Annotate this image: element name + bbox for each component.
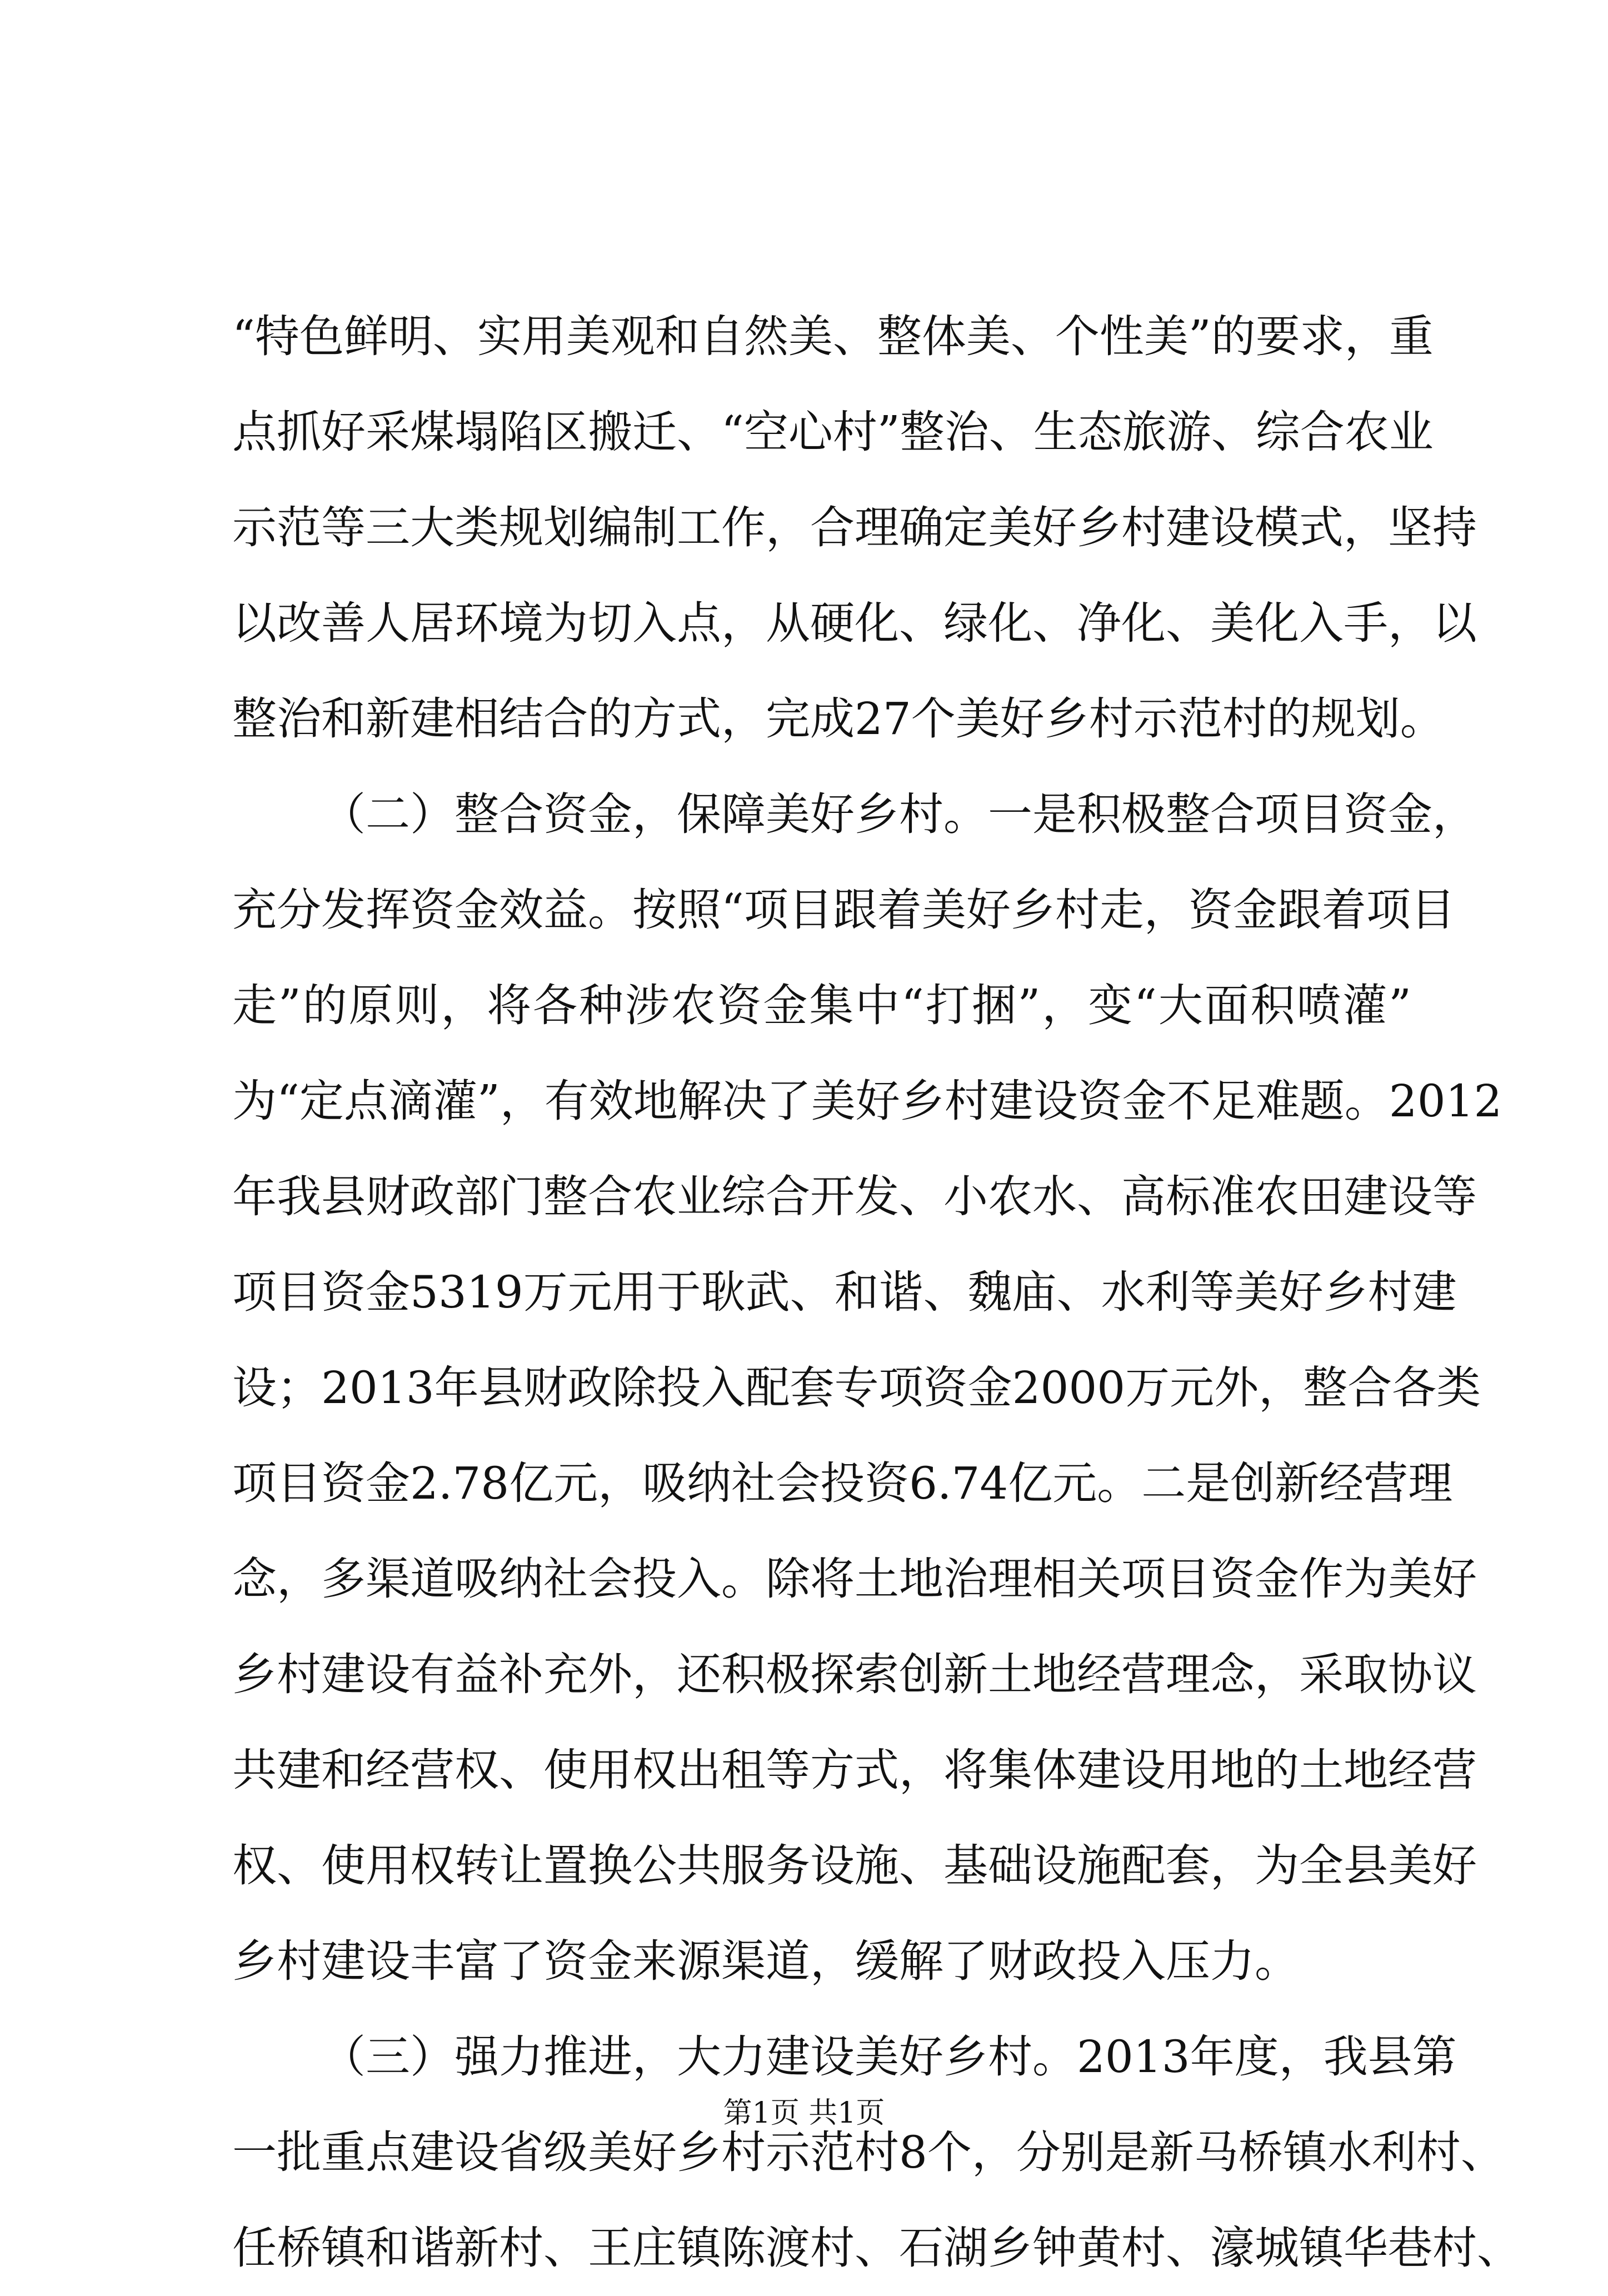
page-number-label: 第1页 共1页 [723, 2097, 885, 2130]
text-line: 念，多渠道吸纳社会投入。除将土地治理相关项目资金作为美好 [232, 1553, 1477, 1605]
text-line: 乡村建设丰富了资金来源渠道，缓解了财政投入压力。 [232, 1935, 1299, 1987]
text-line: （二）整合资金，保障美好乡村。一是积极整合项目资金， [321, 788, 1477, 840]
text-line: “特色鲜明、实用美观和自然美、整体美、个性美”的要求，重 [232, 311, 1434, 362]
text-line: 项目资金5319万元用于耿武、和谐、魏庙、水利等美好乡村建 [232, 1266, 1457, 1318]
text-line: 充分发挥资金效益。按照“项目跟着美好乡村走，资金跟着项目 [232, 884, 1455, 936]
text-line: 整治和新建相结合的方式，完成27个美好乡村示范村的规划。 [232, 693, 1445, 745]
text-line: 为“定点滴灌”，有效地解决了美好乡村建设资金不足难题。2012 [232, 1075, 1502, 1127]
text-line: 项目资金2.78亿元，吸纳社会投资6.74亿元。二是创新经营理 [232, 1458, 1453, 1509]
document-body [232, 289, 1521, 2296]
text-line: 一批重点建设省级美好乡村示范村8个，分别是新马桥镇水利村、 [232, 2127, 1505, 2178]
text-line: 年我县财政部门整合农业综合开发、小农水、高标准农田建设等 [232, 1171, 1477, 1222]
text-line: 设；2013年县财政除投入配套专项资金2000万元外，整合各类 [232, 1362, 1481, 1414]
text-line: （三）强力推进，大力建设美好乡村。2013年度，我县第 [321, 2031, 1457, 2083]
text-line: 共建和经营权、使用权出租等方式，将集体建设用地的土地经营 [232, 1744, 1477, 1796]
text-line: 乡村建设有益补充外，还积极探索创新土地经营理念，采取协议 [232, 1649, 1477, 1700]
text-line: 点抓好采煤塌陷区搬迁、“空心村”整治、生态旅游、综合农业 [232, 406, 1434, 458]
text-line: 任桥镇和谐新村、王庄镇陈渡村、石湖乡钟黄村、濠城镇华巷村、 [232, 2222, 1521, 2274]
page-footer [0, 2089, 1608, 2131]
text-line: 以改善人居环境为切入点，从硬化、绿化、净化、美化入手，以 [232, 597, 1477, 649]
text-line: 走”的原则，将各种涉农资金集中“打捆”，变“大面积喷灌” [232, 980, 1411, 1031]
text-line: 权、使用权转让置换公共服务设施、基础设施配套，为全县美好 [232, 1840, 1477, 1891]
text-line: 示范等三大类规划编制工作，合理确定美好乡村建设模式，坚持 [232, 502, 1477, 553]
